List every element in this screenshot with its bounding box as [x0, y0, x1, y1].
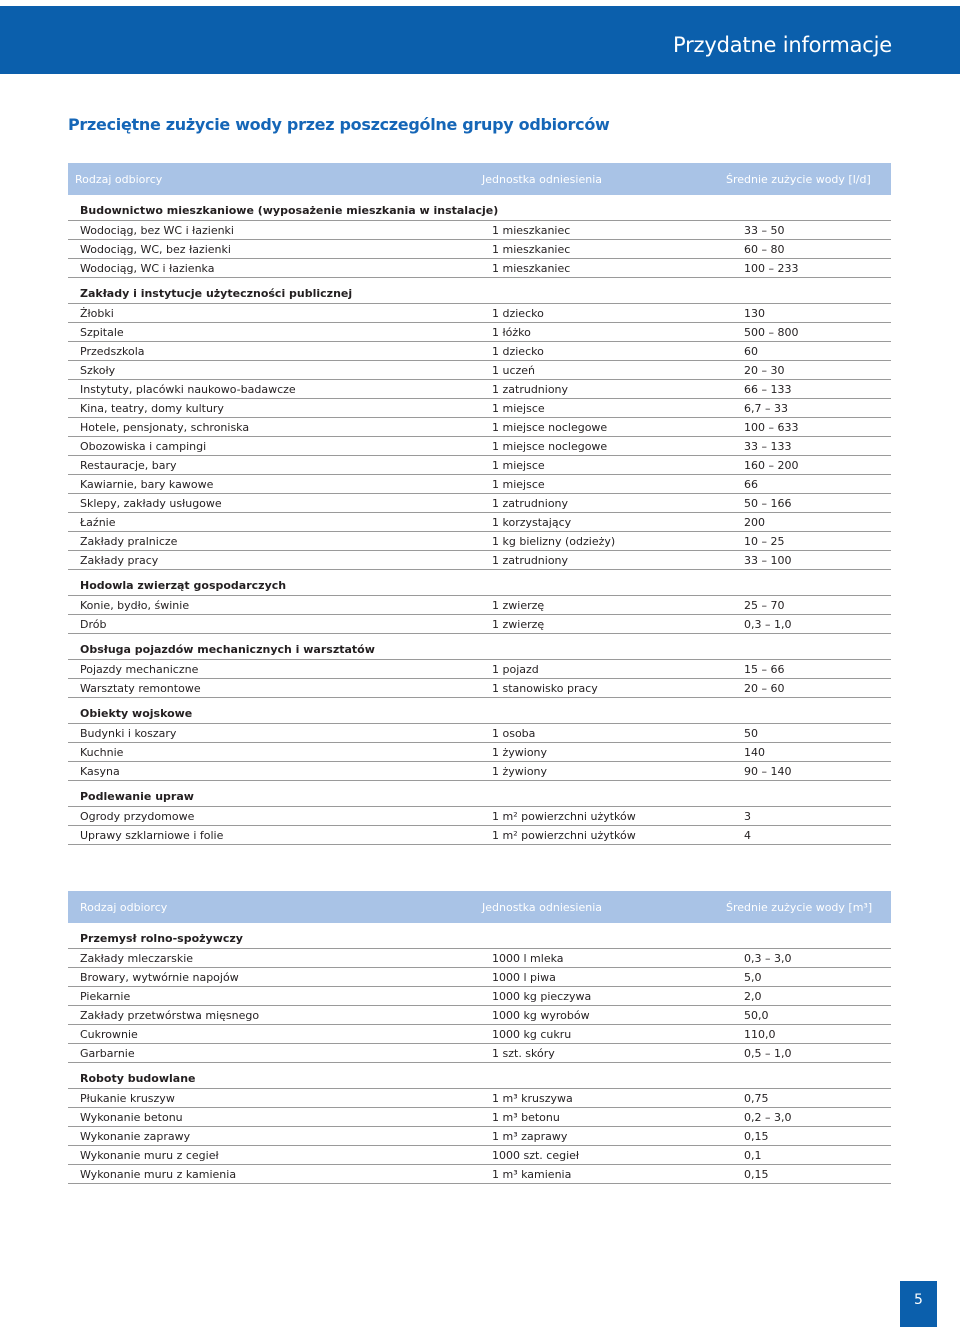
page-number: 5 — [900, 1281, 937, 1327]
water-usage-cell: 200 — [744, 516, 765, 529]
consumer-type-cell: Zakłady pracy — [80, 554, 159, 567]
column-header: Średnie zużycie wody [m³] — [726, 901, 873, 914]
water-usage-cell: 60 – 80 — [744, 243, 785, 256]
water-usage-table-m3 — [68, 891, 891, 1184]
table-row — [68, 342, 891, 361]
table-row — [68, 615, 891, 634]
water-usage-cell: 0,5 – 1,0 — [744, 1047, 792, 1060]
consumer-type-cell: Kasyna — [80, 765, 120, 778]
reference-unit-cell: 1 miejsce noclegowe — [492, 440, 608, 453]
section-title: Obsługa pojazdów mechanicznych i warsztatów — [80, 643, 375, 656]
consumer-type-cell: Piekarnie — [80, 990, 131, 1003]
consumer-type-cell: Wykonanie muru z cegieł — [80, 1149, 219, 1162]
reference-unit-cell: 1000 kg pieczywa — [492, 990, 592, 1003]
section-title: Budownictwo mieszkaniowe (wyposażenie mieszkania w instalacje) — [80, 204, 499, 217]
consumer-type-cell: Uprawy szklarniowe i folie — [80, 829, 224, 842]
water-usage-cell: 66 — [744, 478, 758, 491]
reference-unit-cell: 1 osoba — [492, 727, 536, 740]
table-row — [68, 240, 891, 259]
column-header: Jednostka odniesienia — [482, 173, 602, 186]
section-heading — [68, 698, 891, 724]
table-row — [68, 259, 891, 278]
table-row — [68, 679, 891, 698]
table-row — [68, 532, 891, 551]
water-usage-table-daily — [68, 163, 891, 845]
reference-unit-cell: 1 uczeń — [492, 364, 536, 377]
water-usage-cell: 0,15 — [744, 1168, 769, 1181]
reference-unit-cell: 1 zatrudniony — [492, 554, 569, 567]
consumer-type-cell: Hotele, pensjonaty, schroniska — [80, 421, 250, 434]
water-usage-cell: 50,0 — [744, 1009, 769, 1022]
reference-unit-cell: 1 m² powierzchni użytków — [492, 810, 636, 823]
reference-unit-cell: 1 łóżko — [492, 326, 531, 339]
reference-unit-cell: 1000 l mleka — [492, 952, 564, 965]
table-row — [68, 596, 891, 615]
table-row — [68, 1044, 891, 1063]
section-title: Roboty budowlane — [80, 1072, 196, 1085]
section-heading — [68, 278, 891, 304]
water-usage-cell: 50 — [744, 727, 758, 740]
reference-unit-cell: 1 kg bielizny (odzieży) — [492, 535, 616, 548]
consumer-type-cell: Zakłady mleczarskie — [80, 952, 194, 965]
table-row — [68, 1127, 891, 1146]
consumer-type-cell: Wykonanie betonu — [80, 1111, 183, 1124]
water-usage-cell: 33 – 133 — [744, 440, 792, 453]
water-usage-cell: 0,3 – 3,0 — [744, 952, 792, 965]
water-usage-cell: 100 – 633 — [744, 421, 799, 434]
reference-unit-cell: 1 zatrudniony — [492, 497, 569, 510]
water-usage-cell: 15 – 66 — [744, 663, 785, 676]
table-row — [68, 456, 891, 475]
consumer-type-cell: Kina, teatry, domy kultury — [80, 402, 224, 415]
reference-unit-cell: 1 zatrudniony — [492, 383, 569, 396]
section-title: Hodowla zwierząt gospodarczych — [80, 579, 287, 592]
consumer-type-cell: Przedszkola — [80, 345, 145, 358]
section-heading — [68, 195, 891, 221]
water-usage-cell: 5,0 — [744, 971, 762, 984]
water-usage-cell: 25 – 70 — [744, 599, 785, 612]
reference-unit-cell: 1 szt. skóry — [492, 1047, 555, 1060]
consumer-type-cell: Kuchnie — [80, 746, 124, 759]
table-row — [68, 1165, 891, 1184]
water-usage-cell: 90 – 140 — [744, 765, 792, 778]
section-heading — [68, 570, 891, 596]
section-heading — [68, 923, 891, 949]
reference-unit-cell: 1000 kg cukru — [492, 1028, 572, 1041]
table-row — [68, 494, 891, 513]
table-row — [68, 1089, 891, 1108]
water-usage-cell: 0,3 – 1,0 — [744, 618, 792, 631]
water-usage-cell: 0,75 — [744, 1092, 769, 1105]
reference-unit-cell: 1 miejsce — [492, 402, 545, 415]
consumer-type-cell: Wykonanie muru z kamienia — [80, 1168, 237, 1181]
table-row — [68, 380, 891, 399]
reference-unit-cell: 1 m³ kamienia — [492, 1168, 572, 1181]
table-row — [68, 361, 891, 380]
reference-unit-cell: 1 dziecko — [492, 345, 544, 358]
reference-unit-cell: 1 żywiony — [492, 765, 548, 778]
water-usage-cell: 10 – 25 — [744, 535, 785, 548]
table-row — [68, 807, 891, 826]
consumer-type-cell: Cukrownie — [80, 1028, 138, 1041]
water-usage-cell: 20 – 30 — [744, 364, 785, 377]
section-title: Zakłady i instytucje użyteczności publicznej — [80, 287, 353, 300]
table-row — [68, 551, 891, 570]
column-header: Rodzaj odbiorcy — [75, 173, 163, 186]
consumer-type-cell: Instytuty, placówki naukowo-badawcze — [80, 383, 296, 396]
section-heading — [68, 634, 891, 660]
column-header: Rodzaj odbiorcy — [80, 901, 168, 914]
table-row — [68, 1146, 891, 1165]
table-row — [68, 968, 891, 987]
section-title: Obiekty wojskowe — [80, 707, 193, 720]
consumer-type-cell: Wodociąg, WC, bez łazienki — [80, 243, 231, 256]
reference-unit-cell: 1000 l piwa — [492, 971, 556, 984]
consumer-type-cell: Konie, bydło, świnie — [80, 599, 190, 612]
water-usage-cell: 100 – 233 — [744, 262, 799, 275]
table-row — [68, 304, 891, 323]
water-usage-cell: 33 – 100 — [744, 554, 792, 567]
reference-unit-cell: 1000 szt. cegieł — [492, 1149, 580, 1162]
water-usage-cell: 20 – 60 — [744, 682, 785, 695]
consumer-type-cell: Restauracje, bary — [80, 459, 177, 472]
water-usage-cell: 140 — [744, 746, 765, 759]
water-usage-cell: 50 – 166 — [744, 497, 792, 510]
water-usage-cell: 66 – 133 — [744, 383, 792, 396]
section-title: Przemysł rolno-spożywczy — [80, 932, 243, 945]
consumer-type-cell: Ogrody przydomowe — [80, 810, 195, 823]
consumer-type-cell: Warsztaty remontowe — [80, 682, 201, 695]
reference-unit-cell: 1 m³ betonu — [492, 1111, 560, 1124]
table-header — [68, 163, 891, 195]
table-row — [68, 949, 891, 968]
water-usage-cell: 4 — [744, 829, 751, 842]
reference-unit-cell: 1 mieszkaniec — [492, 262, 571, 275]
table-row — [68, 743, 891, 762]
table-row — [68, 475, 891, 494]
consumer-type-cell: Wodociąg, WC i łazienka — [80, 262, 215, 275]
water-usage-cell: 2,0 — [744, 990, 762, 1003]
reference-unit-cell: 1 zwierzę — [492, 599, 545, 612]
consumer-type-cell: Browary, wytwórnie napojów — [80, 971, 239, 984]
table-row — [68, 660, 891, 679]
table-row — [68, 399, 891, 418]
consumer-type-cell: Wodociąg, bez WC i łazienki — [80, 224, 234, 237]
reference-unit-cell: 1 dziecko — [492, 307, 544, 320]
consumer-type-cell: Szkoły — [80, 364, 116, 377]
reference-unit-cell: 1 zwierzę — [492, 618, 545, 631]
consumer-type-cell: Zakłady pralnicze — [80, 535, 178, 548]
table-row — [68, 418, 891, 437]
table-row — [68, 1108, 891, 1127]
page-title: Przeciętne zużycie wody przez poszczególne grupy odbiorców — [68, 115, 610, 134]
section-heading — [68, 1063, 891, 1089]
reference-unit-cell: 1 stanowisko pracy — [492, 682, 598, 695]
reference-unit-cell: 1 m³ kruszywa — [492, 1092, 573, 1105]
table-row — [68, 323, 891, 342]
water-usage-cell: 6,7 – 33 — [744, 402, 788, 415]
water-usage-cell: 33 – 50 — [744, 224, 785, 237]
table-row — [68, 221, 891, 240]
reference-unit-cell: 1 miejsce — [492, 478, 545, 491]
table-header — [68, 891, 891, 923]
reference-unit-cell: 1 miejsce — [492, 459, 545, 472]
consumer-type-cell: Garbarnie — [80, 1047, 135, 1060]
table-row — [68, 1025, 891, 1044]
table-row — [68, 826, 891, 845]
consumer-type-cell: Pojazdy mechaniczne — [80, 663, 199, 676]
water-usage-cell: 110,0 — [744, 1028, 776, 1041]
water-usage-cell: 0,1 — [744, 1149, 762, 1162]
consumer-type-cell: Łaźnie — [80, 516, 116, 529]
column-header: Jednostka odniesienia — [482, 901, 602, 914]
reference-unit-cell: 1 mieszkaniec — [492, 224, 571, 237]
water-usage-cell: 130 — [744, 307, 765, 320]
header-banner — [0, 6, 960, 74]
water-usage-cell: 60 — [744, 345, 758, 358]
consumer-type-cell: Szpitale — [80, 326, 124, 339]
table-row — [68, 724, 891, 743]
section-heading — [68, 781, 891, 807]
table-row — [68, 437, 891, 456]
consumer-type-cell: Drób — [80, 618, 107, 631]
table-row — [68, 513, 891, 532]
water-usage-cell: 3 — [744, 810, 751, 823]
reference-unit-cell: 1 mieszkaniec — [492, 243, 571, 256]
reference-unit-cell: 1 żywiony — [492, 746, 548, 759]
reference-unit-cell: 1 korzystający — [492, 516, 572, 529]
consumer-type-cell: Żłobki — [80, 307, 114, 320]
table-row — [68, 762, 891, 781]
table-row — [68, 1006, 891, 1025]
reference-unit-cell: 1 pojazd — [492, 663, 539, 676]
consumer-type-cell: Wykonanie zaprawy — [80, 1130, 191, 1143]
water-usage-cell: 500 – 800 — [744, 326, 799, 339]
reference-unit-cell: 1 m² powierzchni użytków — [492, 829, 636, 842]
banner-title: Przydatne informacje — [673, 33, 892, 57]
water-usage-cell: 0,2 – 3,0 — [744, 1111, 792, 1124]
consumer-type-cell: Budynki i koszary — [80, 727, 177, 740]
consumer-type-cell: Zakłady przetwórstwa mięsnego — [80, 1009, 260, 1022]
consumer-type-cell: Obozowiska i campingi — [80, 440, 207, 453]
column-header: Średnie zużycie wody [l/d] — [726, 173, 871, 186]
water-usage-cell: 0,15 — [744, 1130, 769, 1143]
consumer-type-cell: Sklepy, zakłady usługowe — [80, 497, 222, 510]
section-title: Podlewanie upraw — [80, 790, 194, 803]
consumer-type-cell: Płukanie kruszyw — [80, 1092, 175, 1105]
reference-unit-cell: 1000 kg wyrobów — [492, 1009, 590, 1022]
consumer-type-cell: Kawiarnie, bary kawowe — [80, 478, 214, 491]
table-row — [68, 987, 891, 1006]
water-usage-cell: 160 – 200 — [744, 459, 799, 472]
reference-unit-cell: 1 m³ zaprawy — [492, 1130, 568, 1143]
reference-unit-cell: 1 miejsce noclegowe — [492, 421, 608, 434]
